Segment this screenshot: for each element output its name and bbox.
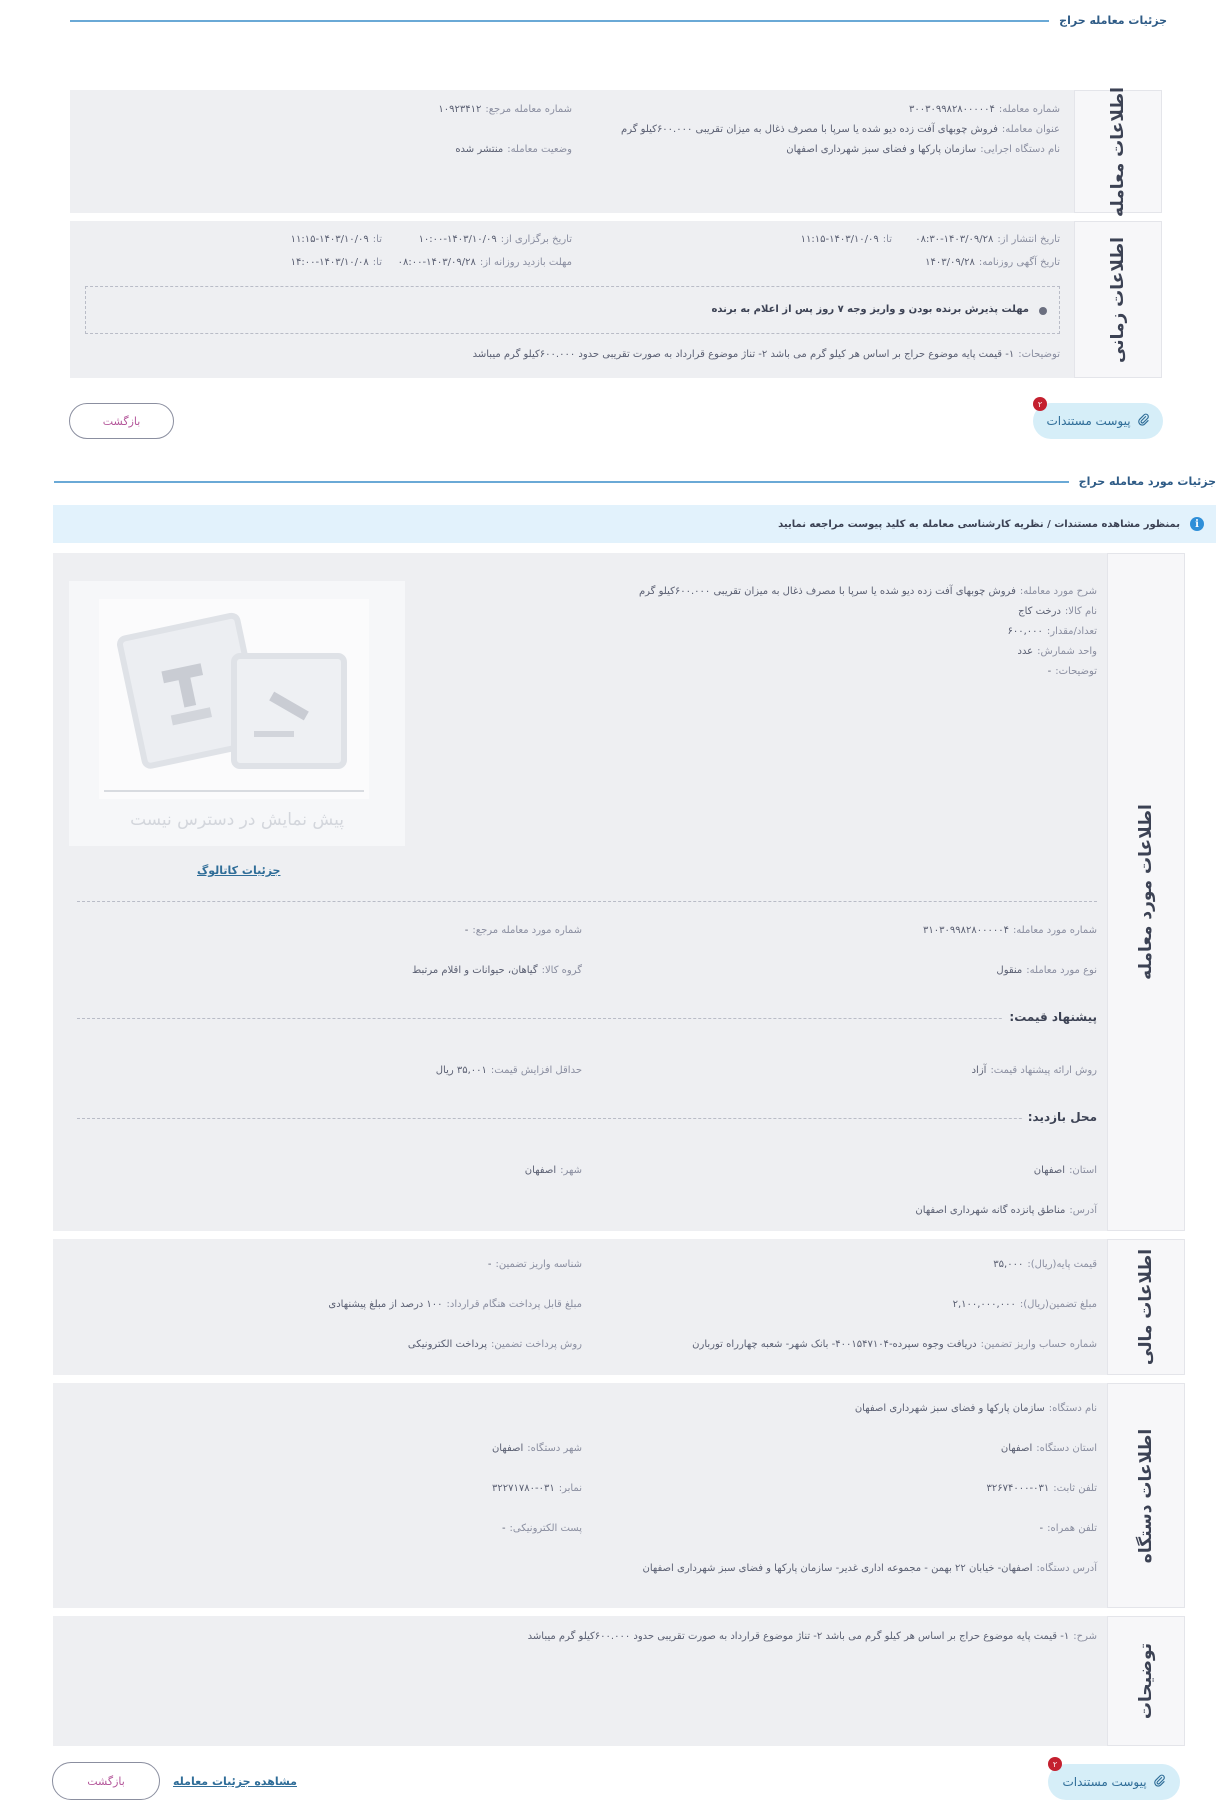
attachment-count-badge: ۲ xyxy=(1048,1757,1062,1771)
city: شهر:اصفهان xyxy=(524,1165,582,1176)
info-notice-bar xyxy=(53,505,1216,543)
deposit-id: شناسه واریز تضمین:- xyxy=(487,1259,582,1270)
paperclip-icon xyxy=(1153,1774,1166,1790)
goods-group: گروه کالا:گیاهان، حیوانات و اقلام مرتبط xyxy=(412,965,582,976)
attach-documents-button[interactable]: پیوست مستندات xyxy=(1033,403,1163,439)
section-divider xyxy=(70,20,1049,22)
section-title: جزئیات معامله حراج xyxy=(1059,14,1167,27)
back-button[interactable]: بازگشت xyxy=(52,1762,160,1800)
visit-from: مهلت بازدید روزانه از:۱۴۰۳/۰۹/۲۸-۰۸:۰۰ xyxy=(397,257,572,268)
org-phone: تلفن ثابت:۰۳۱-۳۲۶۷۴۰۰۰ xyxy=(986,1483,1097,1494)
org-address: آدرس دستگاه:اصفهان- خیابان ۲۲ بهمن - مجموعه اداری غدیر- سازمان پارکها و فضای سبز شهرداری اصفهان xyxy=(642,1563,1097,1574)
acceptance-notice: مهلت پذیرش برنده بودن و واریز وجه ۷ روز پس از اعلام به برنده xyxy=(711,304,1029,315)
preview-unavailable-text: پیش نمایش در دسترس نیست xyxy=(130,810,344,830)
divider xyxy=(77,1118,1097,1119)
price-offer-heading: پیشنهاد قیمت: xyxy=(1003,1010,1097,1024)
time-info-label: اطلاعات زمانی xyxy=(1074,221,1162,378)
paperclip-icon xyxy=(1137,413,1150,429)
deal-number: شماره معامله:۳۰۰۳۰۹۹۸۲۸۰۰۰۰۰۴ xyxy=(908,104,1060,115)
notes-panel xyxy=(53,1616,1185,1746)
publish-to: تا:۱۴۰۳/۱۰/۰۹-۱۱:۱۵ xyxy=(800,234,892,245)
item-info-label: اطلاعات مورد معامله xyxy=(1107,553,1185,1231)
base-price: قیمت پایه(ریال):۳۵,۰۰۰ xyxy=(993,1259,1097,1270)
item-ref-number: شماره مورد معامله مرجع:- xyxy=(464,925,582,936)
auction-details-header xyxy=(70,14,1167,27)
ref-number: شماره معامله مرجع:۱۰۹۲۳۴۱۲ xyxy=(438,104,572,115)
auction-gavel-icon xyxy=(69,581,405,846)
item-details-header xyxy=(54,475,1216,488)
visit-location-heading: محل بازدید: xyxy=(1022,1110,1097,1124)
finance-info-panel xyxy=(53,1239,1185,1375)
address: آدرس:مناطق پانزده گانه شهرداری اصفهان xyxy=(915,1205,1097,1216)
payable-amount: مبلغ قابل پرداخت هنگام قرارداد:۱۰۰ درصد از مبلغ پیشنهادی xyxy=(328,1299,582,1310)
notice-box xyxy=(85,286,1060,334)
org-info-panel xyxy=(53,1383,1185,1608)
newspaper-date: تاریخ آگهی روزنامه:۱۴۰۳/۰۹/۲۸ xyxy=(925,257,1060,268)
attach-documents-button[interactable]: پیوست مستندات xyxy=(1048,1764,1180,1800)
divider xyxy=(77,901,1097,902)
org-province: استان دستگاه:اصفهان xyxy=(1000,1443,1097,1454)
org-mobile: تلفن همراه:- xyxy=(1039,1523,1097,1534)
notes-description: شرح:۱- قیمت پایه موضوع حراج بر اساس هر کیلو گرم می باشد ۲- تناژ موضوع قرارداد به صورت تقریبی حدود ۶۰۰.۰۰۰کیلو گرم میباشد xyxy=(527,1631,1097,1642)
section-divider xyxy=(54,481,1069,483)
time-info-panel xyxy=(70,221,1162,378)
item-number: شماره مورد معامله:۳۱۰۳۰۹۹۸۲۸۰۰۰۰۰۴ xyxy=(923,925,1097,936)
org-email: پست الکترونیکی:- xyxy=(501,1523,582,1534)
deal-title: عنوان معامله:فروش چوبهای آفت زده دیو شده یا سرپا با مصرف ذغال به میزان تقریبی ۶۰۰.۰۰۰کیلو گرم xyxy=(621,124,1060,135)
unit: واحد شمارش:عدد xyxy=(1017,646,1097,657)
quantity: تعداد/مقدار:۶۰۰,۰۰۰ xyxy=(1007,626,1097,637)
deposit-account: شماره حساب واریز تضمین:دریافت وجوه سپرده-۴۰۰۱۵۴۷۱۰۴- بانک شهر- شعبه چهارراه توربارن xyxy=(692,1339,1097,1350)
view-deal-details-link[interactable]: مشاهده جزئیات معامله xyxy=(173,1775,297,1788)
finance-info-label: اطلاعات مالی xyxy=(1107,1239,1185,1375)
province: استان:اصفهان xyxy=(1033,1165,1097,1176)
attachment-count-badge: ۲ xyxy=(1033,397,1047,411)
item-notes: توضیحات:- xyxy=(1047,666,1097,677)
catalog-preview-image xyxy=(69,581,405,846)
item-info-panel xyxy=(53,553,1185,1231)
org-fax: نمابر:۰۳۱-۳۲۲۷۱۷۸۰ xyxy=(492,1483,582,1494)
org-name: نام دستگاه:سازمان پارکها و فضای سبز شهرداری اصفهان xyxy=(854,1403,1097,1414)
price-method: روش ارائه پیشنهاد قیمت:آزاد xyxy=(971,1065,1097,1076)
back-button[interactable]: بازگشت xyxy=(69,403,174,439)
payment-method: روش پرداخت تضمین:پرداخت الکترونیکی xyxy=(407,1339,582,1350)
item-type: نوع مورد معامله:منقول xyxy=(996,965,1097,976)
guarantee-amount: مبلغ تضمین(ریال):۲,۱۰۰,۰۰۰,۰۰۰ xyxy=(952,1299,1097,1310)
notes-label: توضیحات xyxy=(1107,1616,1185,1746)
section-title: جزئیات مورد معامله حراج xyxy=(1078,475,1216,488)
executor-org: نام دستگاه اجرایی:سازمان پارکها و فضای سبز شهرداری اصفهان xyxy=(786,144,1060,155)
org-city: شهر دستگاه:اصفهان xyxy=(491,1443,582,1454)
deal-status: وضعیت معامله:منتشر شده xyxy=(455,144,572,155)
bullet-icon xyxy=(1039,307,1047,315)
info-notice-text: بمنظور مشاهده مستندات / نظریه کارشناسی معامله به کلید پیوست مراجعه نمایید xyxy=(778,518,1180,530)
publish-from: تاریخ انتشار از:۱۴۰۳/۰۹/۲۸-۰۸:۳۰ xyxy=(915,234,1060,245)
time-description: توضیحات:۱- قیمت پایه موضوع حراج بر اساس هر کیلو گرم می باشد ۲- تناژ موضوع قرارداد به صورت تقریبی حدود ۶۰۰.۰۰۰کیلو گرم میباشد xyxy=(472,349,1060,360)
item-description: شرح مورد معامله:فروش چوبهای آفت زده دیو شده یا سرپا با مصرف ذغال به میزان تقریبی ۶۰۰.۰۰۰کیلو گرم xyxy=(638,586,1097,597)
deal-info-label: اطلاعات معامله xyxy=(1074,90,1162,213)
min-increase: حداقل افزایش قیمت:۳۵,۰۰۱ ریال xyxy=(435,1065,582,1076)
divider xyxy=(77,1018,1097,1019)
hold-to: تا:۱۴۰۳/۱۰/۰۹-۱۱:۱۵ xyxy=(290,234,382,245)
org-info-label: اطلاعات دستگاه xyxy=(1107,1383,1185,1608)
visit-to: تا:۱۴۰۳/۱۰/۰۸-۱۴:۰۰ xyxy=(290,257,382,268)
deal-info-panel xyxy=(70,86,1162,217)
goods-name: نام کالا:درخت کاج xyxy=(1018,606,1097,617)
hold-from: تاریخ برگزاری از:۱۴۰۳/۱۰/۰۹-۱۰:۰۰ xyxy=(418,234,572,245)
catalog-details-link[interactable]: جزئیات کاتالوگ xyxy=(197,864,281,877)
info-icon: i xyxy=(1190,517,1204,531)
